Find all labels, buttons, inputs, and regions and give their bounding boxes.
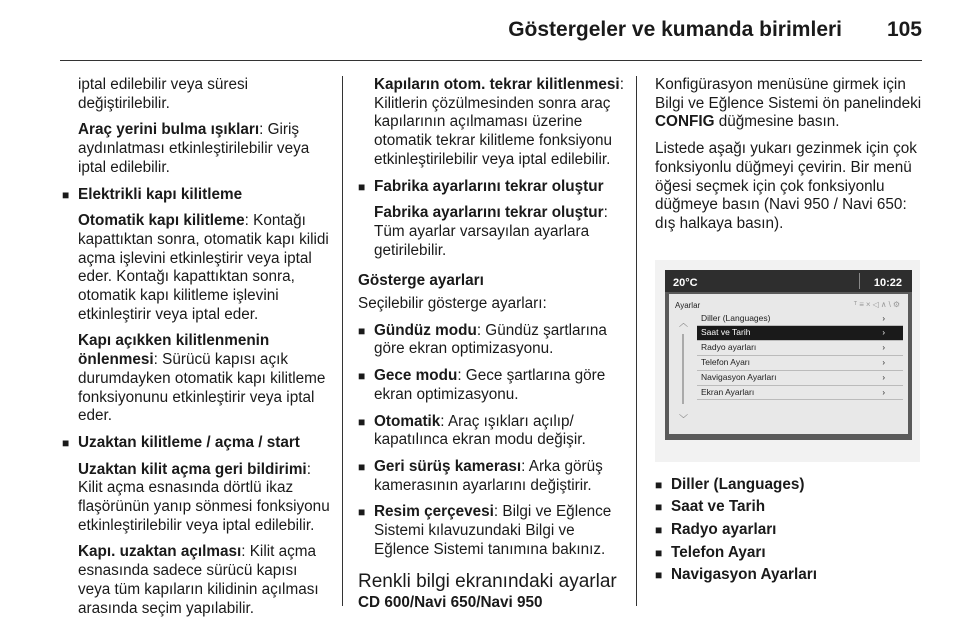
term: Kapı. uzaktan açılması <box>78 543 242 561</box>
section-heading: Renkli bilgi ekranındaki ayarlar <box>358 571 617 593</box>
paragraph <box>62 461 332 536</box>
bullet-item <box>358 367 634 404</box>
menu-item-label: Diller (Languages) <box>701 312 771 323</box>
bullet-item <box>655 521 925 540</box>
chevron-right-icon: › <box>882 387 885 397</box>
screen-status-bar <box>665 270 912 292</box>
term: Kapı açıkken kilitlenmenin önlenmesi <box>78 332 270 369</box>
description: : Giriş aydınlatması etkinleştirilebilir veya iptal edilebilir. <box>78 121 310 176</box>
bullet-label: Telefon Ayarı <box>671 543 766 561</box>
paragraph <box>655 76 925 132</box>
chevron-right-icon: › <box>882 358 885 368</box>
column-2 <box>358 76 634 613</box>
column-1 <box>62 76 332 626</box>
menu-item <box>697 371 903 386</box>
paragraph <box>358 204 634 260</box>
temperature-readout: 20°C <box>673 276 698 289</box>
paragraph <box>62 121 332 177</box>
paragraph: Listede aşağı yukarı gezinmek için çok fonksiyonlu düğmeyi çevirin. Bir menü öğesi seçmek için çok fonksiyonlu düğmeye basın (Navi 950 / Navi 650: dış halkaya basın). <box>655 140 917 232</box>
bullet-item <box>655 566 925 585</box>
description: : Gece şartlarına göre ekran optimizasyonu. <box>374 367 606 403</box>
term: Otomatik <box>374 412 441 430</box>
menu-bullet-list <box>655 476 925 586</box>
bullet-label: Radyo ayarları <box>671 521 777 539</box>
menu-item <box>697 356 903 371</box>
bullet-label: Navigasyon Ayarları <box>671 566 817 584</box>
description: : Araç ışıkları açılıp/ kapatılınca ekran modu değişir. <box>374 412 586 449</box>
sound-icon: ◁ <box>872 299 881 309</box>
mute-icon: × <box>865 299 873 309</box>
chevron-right-icon: › <box>882 372 885 382</box>
paragraph: Seçilebilir gösterge ayarları: <box>358 295 547 313</box>
description: : Arka görüş kamerasının ayarlarını değiştirir. <box>374 457 603 494</box>
term: Otomatik kapı kilitleme <box>78 212 245 230</box>
chevron-right-icon: › <box>882 343 885 353</box>
term: Gece modu <box>374 367 458 385</box>
config-button-label: CONFIG <box>655 113 715 131</box>
column-3 <box>655 76 925 589</box>
menu-item-label: Navigasyon Ayarları <box>701 371 777 382</box>
menu-item <box>697 386 903 401</box>
text: düğmesine basın. <box>714 113 840 131</box>
page-header <box>0 0 960 60</box>
column-divider <box>636 76 637 606</box>
description: : Gündüz şartlarına göre ekran optimizasyonu. <box>374 321 607 358</box>
bullet-label: Diller (Languages) <box>671 475 805 493</box>
settings-panel <box>669 294 908 434</box>
paragraph <box>62 543 332 618</box>
bullet-item <box>358 322 634 359</box>
page-number: 105 <box>886 18 922 41</box>
menu-item-label: Ekran Ayarları <box>701 386 755 397</box>
bullet-item <box>655 476 925 495</box>
chevron-right-icon: › <box>882 328 885 338</box>
phone-icon: \ <box>888 299 893 309</box>
description: : Sürücü kapısı açık durumdayken otomatik kapı kilitleme fonksiyonunu etkinleştirir veya iptal eder. <box>78 351 326 425</box>
bullet-heading: Uzaktan kilitleme / açma / start <box>78 433 300 451</box>
paragraph <box>358 76 634 170</box>
signal-icon: ∧ <box>880 299 889 309</box>
settings-menu <box>697 312 903 401</box>
description: : Kilit açma esnasında dörtlü ikaz flaşörünün yanıp sönmesi fonksiyonu etkinleştirilebilir veya iptal edilebilir. <box>78 460 330 534</box>
subheading: Gösterge ayarları <box>358 272 484 290</box>
bullet-item <box>358 503 634 559</box>
paragraph <box>62 332 332 426</box>
bullet-item <box>358 413 634 450</box>
antenna-icon: ᵀ <box>853 299 860 309</box>
menu-icon: ≡ <box>859 299 866 309</box>
settings-title: Ayarlar <box>675 300 701 310</box>
term: Araç yerini bulma ışıkları <box>78 121 260 139</box>
paragraph <box>62 212 332 324</box>
bullet-item <box>358 458 634 495</box>
clock-readout: 10:22 <box>873 276 902 289</box>
bullet-item <box>655 498 925 517</box>
term: Geri sürüş kamerası <box>374 457 522 475</box>
header-divider <box>60 60 922 61</box>
description: : Kilit açma esnasında sadece sürücü kapısı veya tüm kapıların kilidinin açılması arasında seçim yapılabilir. <box>78 543 319 617</box>
bullet-label: Saat ve Tarih <box>671 498 766 516</box>
menu-item <box>697 341 903 356</box>
divider <box>859 273 860 289</box>
bullet-item <box>358 178 634 197</box>
term: Resim çerçevesi <box>374 503 494 521</box>
term: Uzaktan kilit açma geri bildirimi <box>78 460 307 478</box>
scroll-up-icon: ︿ <box>679 317 689 328</box>
settings-screen-illustration <box>655 260 920 462</box>
paragraph: iptal edilebilir veya süresi değiştirilebilir. <box>78 76 249 112</box>
scroll-down-icon: ﹀ <box>679 413 689 424</box>
display-screen <box>665 270 912 440</box>
menu-item-label: Telefon Ayarı <box>701 357 750 368</box>
scrollbar <box>682 334 684 404</box>
term: Gündüz modu <box>374 321 477 339</box>
chevron-right-icon: › <box>882 313 885 323</box>
column-divider <box>342 76 343 606</box>
settings-icon: ⚙ <box>892 299 902 309</box>
model-subheading: CD 600/Navi 650/Navi 950 <box>358 594 543 612</box>
bullet-item <box>62 434 332 453</box>
menu-item <box>697 312 903 327</box>
menu-item-label: Saat ve Tarih <box>701 327 751 338</box>
description: : Tüm ayarlar varsayılan ayarlara getirilebilir. <box>374 204 608 259</box>
bullet-heading: Elektrikli kapı kilitleme <box>78 185 243 203</box>
bullet-item <box>62 186 332 205</box>
term: Fabrika ayarlarını tekrar oluştur <box>374 204 604 222</box>
term: Kapıların otom. tekrar kilitlenmesi <box>374 76 620 93</box>
description: : Bilgi ve Eğlence Sistemi kılavuzundaki Bilgi ve Eğlence Sistemi tanımına bakınız. <box>374 503 612 558</box>
text: Konfigürasyon menüsüne girmek için Bilgi ve Eğlence Sistemi ön panelindeki <box>655 76 922 112</box>
description: : Kontağı kapattıktan sonra, otomatik kapı kilidi açma işlevini etkinleştirir veya iptal eder. Kontağı kapattıktan sonra, otomatik kapı kilitleme işlevini etkinleştirir veya iptal eder. <box>78 212 329 323</box>
menu-item-selected <box>697 326 903 341</box>
menu-item-label: Radyo ayarları <box>701 342 757 353</box>
bullet-item <box>655 544 925 563</box>
section-title: Göstergeler ve kumanda birimleri <box>508 18 842 41</box>
bullet-heading: Fabrika ayarlarını tekrar oluştur <box>374 177 604 195</box>
description: : Kilitlerin çözülmesinden sonra araç kapılarının açılmaması üzerine otomatik tekrar kilitleme fonksiyonu etkinleştirilebilir veya iptal edilebilir. <box>374 76 624 168</box>
